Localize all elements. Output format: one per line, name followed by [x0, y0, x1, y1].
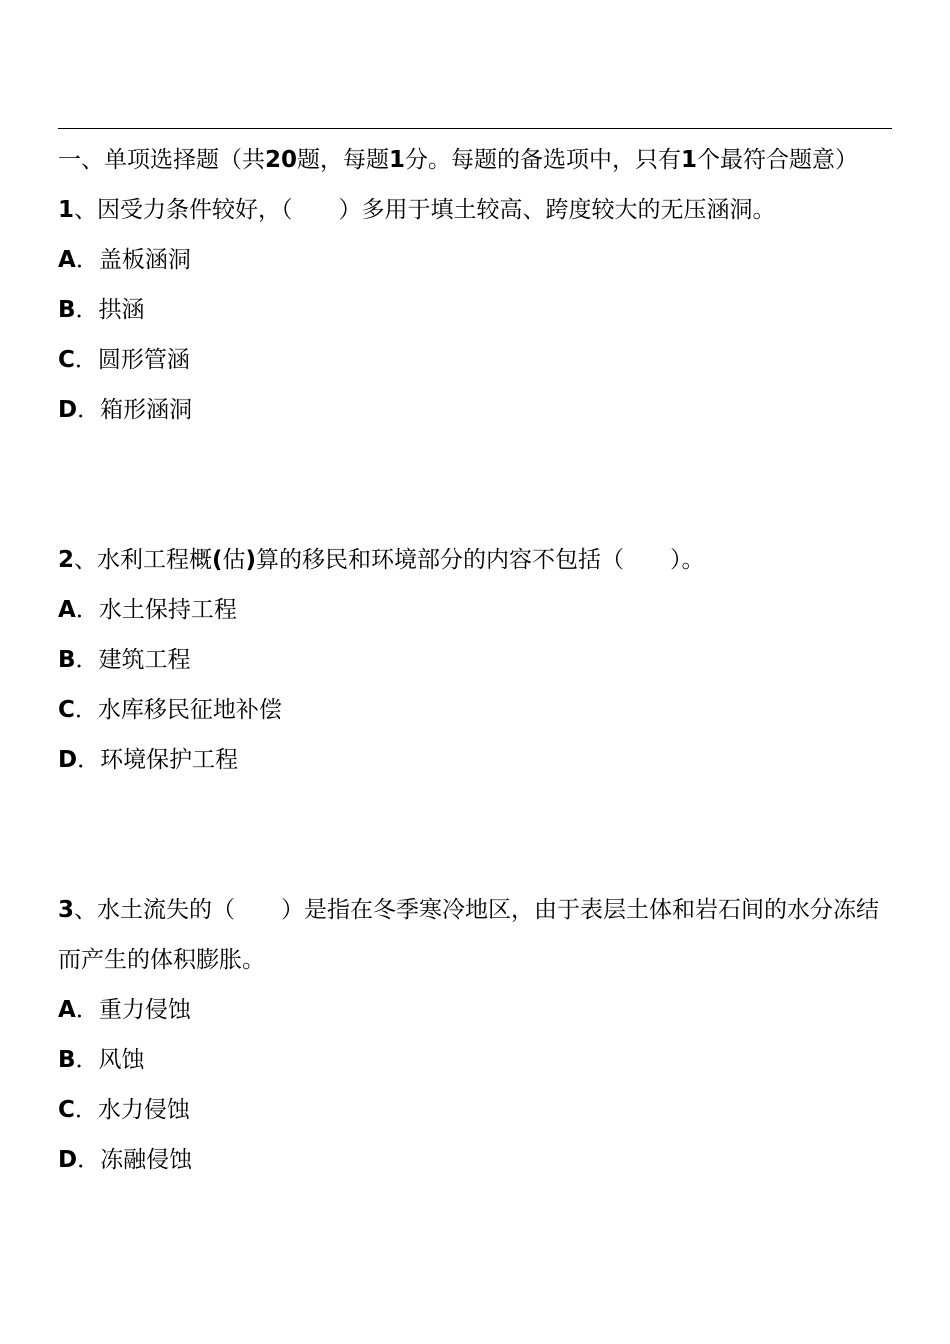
option-b	[58, 1035, 898, 1085]
question-3	[58, 885, 898, 1185]
option-text: ．水力侵蚀	[74, 1097, 190, 1123]
spacer	[58, 785, 898, 885]
question-count: 20	[265, 147, 298, 173]
section-heading-mid2: 分。每题的备选项中，只有	[405, 147, 682, 173]
points-per-question: 1	[389, 147, 406, 173]
question-stem	[58, 535, 898, 585]
question-text: 、因受力条件较好，（ ）多用于填土较高、跨度较大的无压涵洞。	[74, 197, 776, 223]
exam-page	[58, 135, 898, 1185]
option-letter: D	[58, 747, 78, 773]
option-text: ．建筑工程	[75, 647, 191, 673]
option-letter: A	[58, 997, 76, 1023]
option-letter: D	[58, 1147, 78, 1173]
section-heading-mid1: 题，每题	[297, 147, 390, 173]
option-letter: D	[58, 397, 78, 423]
option-text: ．水土保持工程	[75, 597, 237, 623]
option-text: ．风蚀	[75, 1047, 145, 1073]
option-a	[58, 985, 898, 1035]
correct-option-count: 1	[681, 147, 698, 173]
option-text: ．冻融侵蚀	[77, 1147, 193, 1173]
option-letter: B	[58, 647, 76, 673]
option-text: ．圆形管涵	[74, 347, 190, 373]
option-text: ．重力侵蚀	[75, 997, 191, 1023]
option-a	[58, 585, 898, 635]
question-text: 估	[222, 547, 246, 573]
option-d	[58, 1135, 898, 1185]
section-heading	[58, 135, 892, 185]
question-text-paren: )	[245, 547, 257, 573]
option-letter: C	[58, 697, 75, 723]
option-text: ．水库移民征地补偿	[74, 697, 282, 723]
question-2	[58, 535, 898, 785]
option-text: ．盖板涵洞	[75, 247, 191, 273]
option-c	[58, 685, 898, 735]
option-b	[58, 635, 898, 685]
question-number: 2	[58, 547, 75, 573]
spacer	[58, 435, 898, 535]
question-number: 1	[58, 197, 75, 223]
option-d	[58, 735, 898, 785]
question-1	[58, 185, 898, 435]
section-heading-prefix: 一、单项选择题（共	[58, 147, 265, 173]
question-text: 、水土流失的（ ）是指在冬季寒冷地区，由于表层土体和岩石间的水分冻结而产生的体积膨胀。	[58, 897, 880, 973]
question-text: 、水利工程概	[74, 547, 213, 573]
option-text: ．拱涵	[75, 297, 145, 323]
option-letter: C	[58, 1097, 75, 1123]
option-text: ．箱形涵洞	[77, 397, 193, 423]
option-text: ．环境保护工程	[77, 747, 239, 773]
section-heading-suffix: 个最符合题意）	[697, 147, 859, 173]
option-c	[58, 1085, 898, 1135]
question-number: 3	[58, 897, 75, 923]
option-c	[58, 335, 898, 385]
option-letter: A	[58, 597, 76, 623]
option-letter: C	[58, 347, 75, 373]
question-text-paren: (	[212, 547, 223, 573]
question-text: 算的移民和环境部分的内容不包括（ ）。	[256, 547, 705, 573]
option-d	[58, 385, 898, 435]
option-letter: A	[58, 247, 76, 273]
option-letter: B	[58, 297, 76, 323]
option-a	[58, 235, 898, 285]
header-rule	[58, 128, 892, 129]
question-stem	[58, 885, 892, 985]
option-letter: B	[58, 1047, 76, 1073]
question-stem	[58, 185, 898, 235]
option-b	[58, 285, 898, 335]
